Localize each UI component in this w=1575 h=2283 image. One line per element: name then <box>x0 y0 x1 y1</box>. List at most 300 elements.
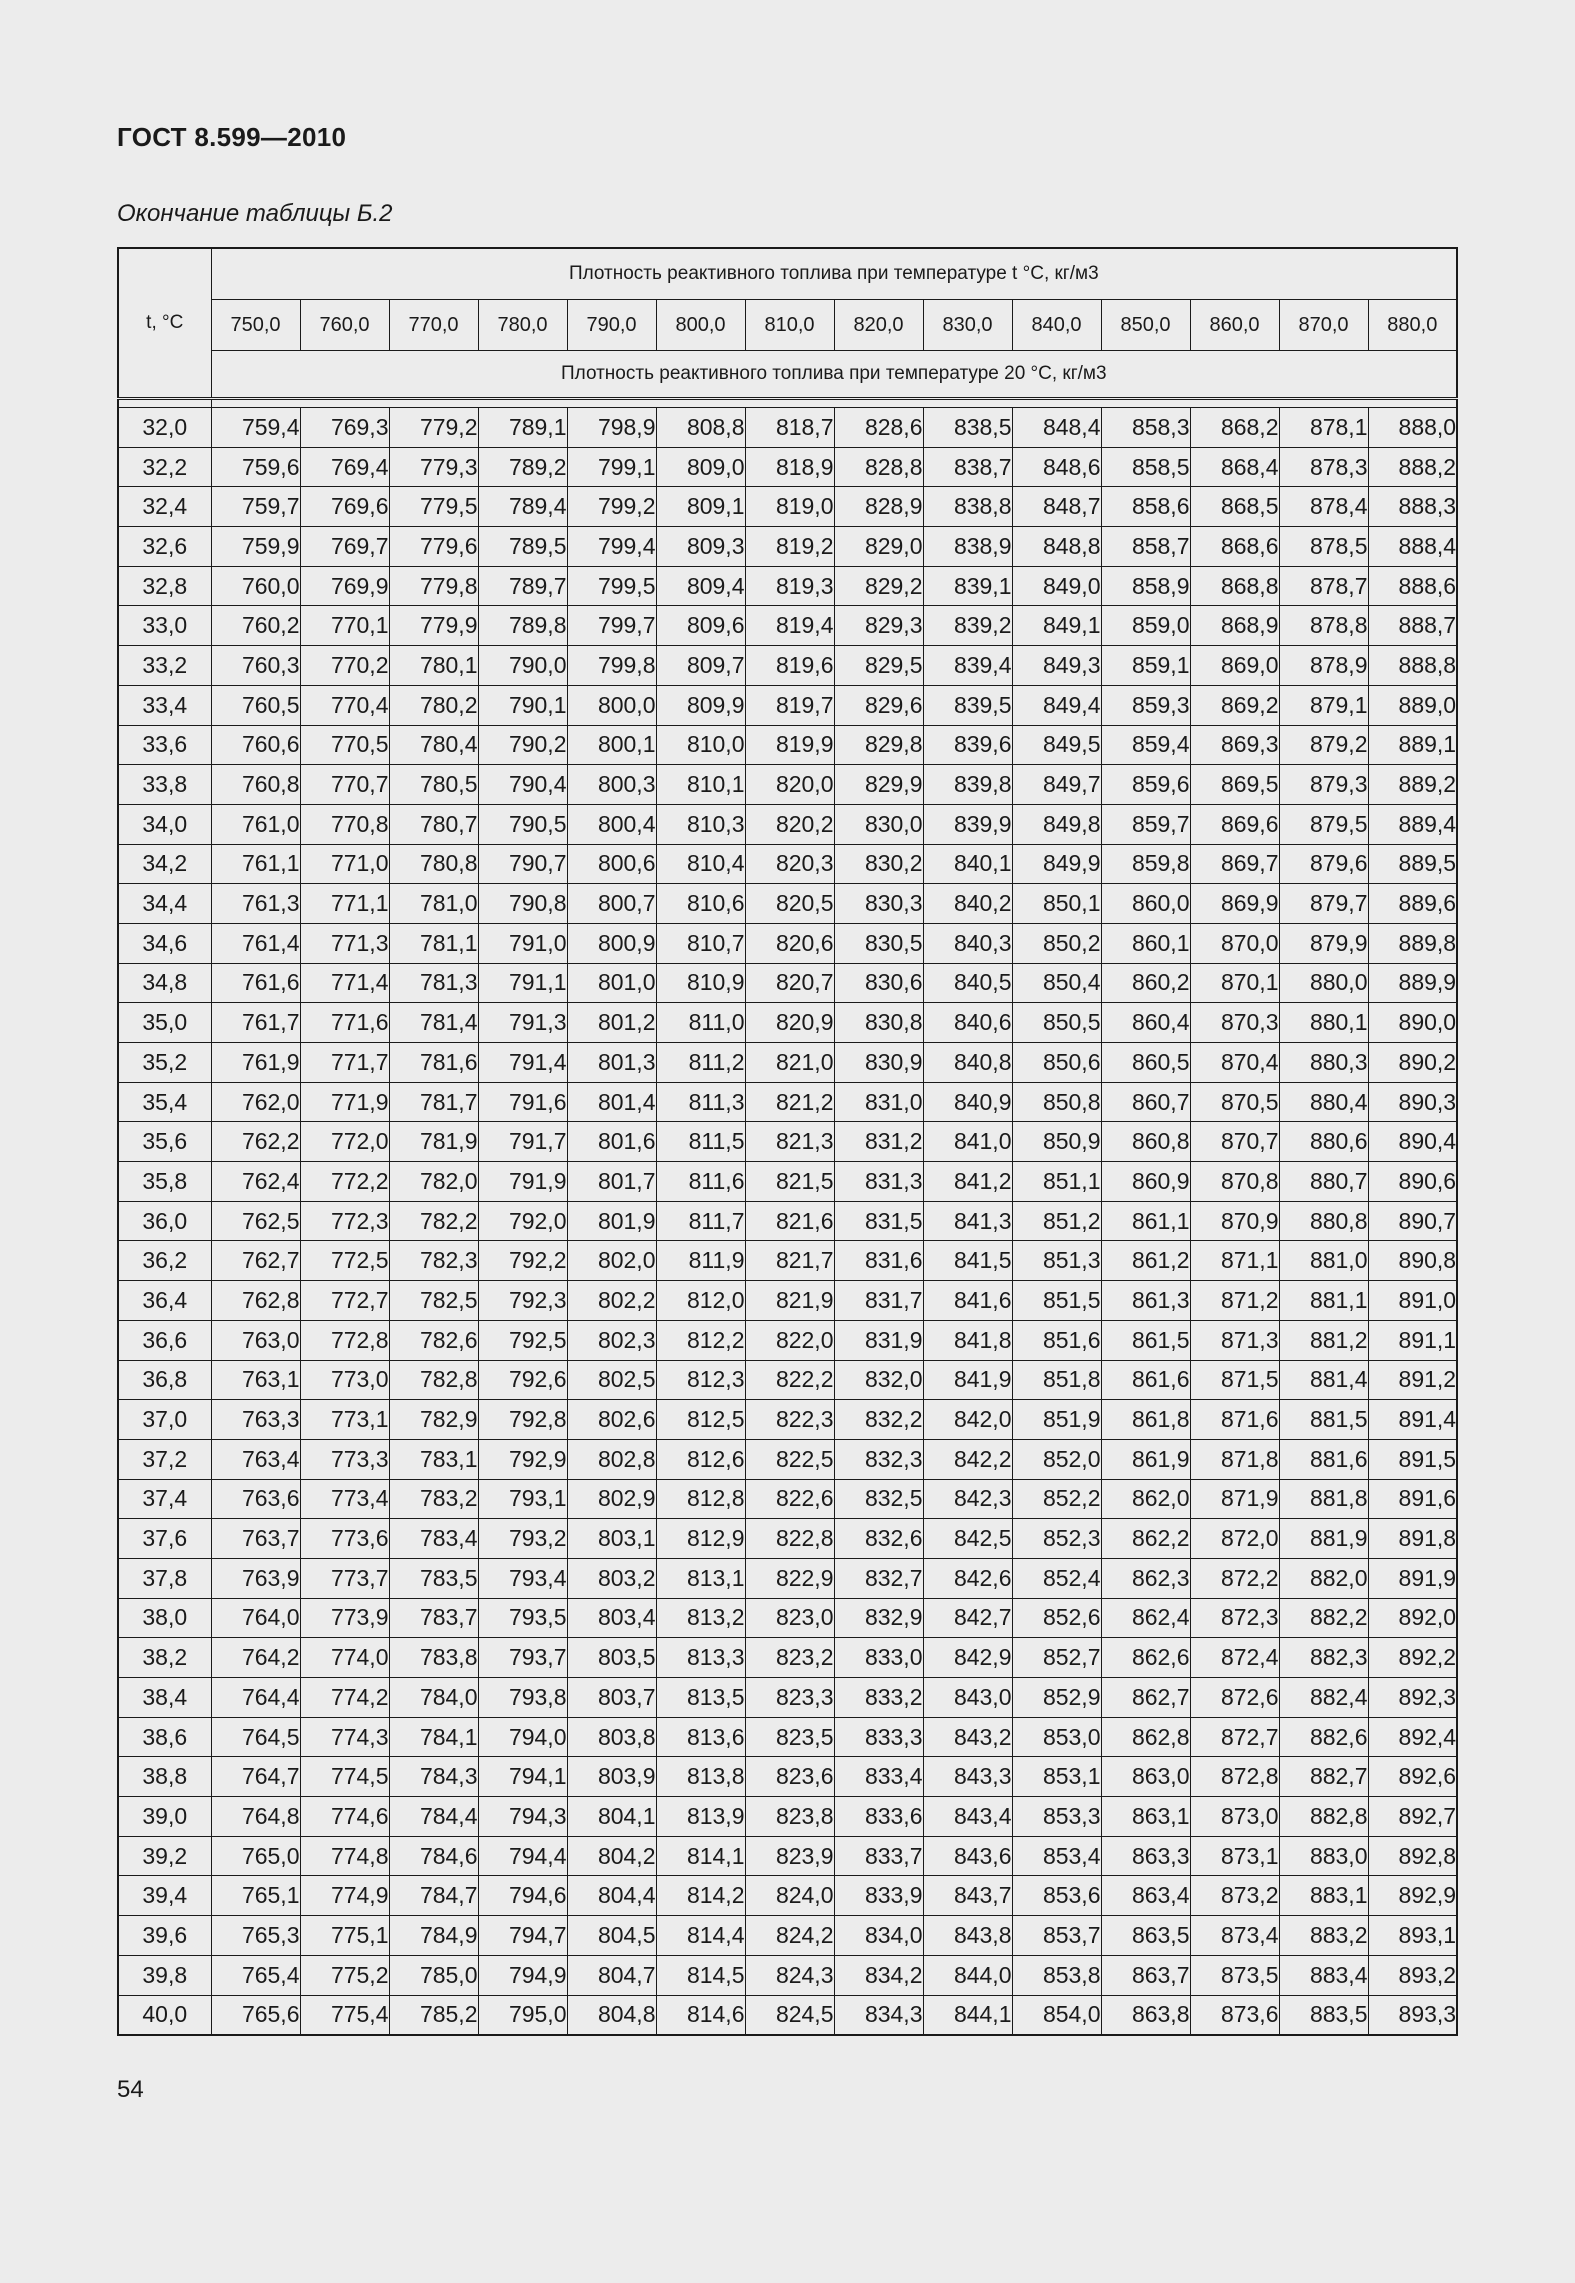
density-cell: 769,4 <box>300 447 389 487</box>
density-cell: 782,6 <box>389 1320 478 1360</box>
table-row <box>118 1876 1457 1916</box>
density-cell: 799,4 <box>567 527 656 567</box>
density-cell: 879,1 <box>1279 685 1368 725</box>
density-cell: 782,5 <box>389 1281 478 1321</box>
density-cell: 858,3 <box>1101 408 1190 448</box>
density-cell: 772,8 <box>300 1320 389 1360</box>
density-cell: 785,0 <box>389 1955 478 1995</box>
density-cell: 862,8 <box>1101 1717 1190 1757</box>
density-cell: 828,9 <box>834 487 923 527</box>
density-cell: 761,1 <box>211 844 300 884</box>
density-cell: 770,4 <box>300 685 389 725</box>
density-cell: 803,9 <box>567 1757 656 1797</box>
density-cell: 802,0 <box>567 1241 656 1281</box>
density-cell: 779,9 <box>389 606 478 646</box>
table-row <box>118 447 1457 487</box>
density-cell: 870,7 <box>1190 1122 1279 1162</box>
density-cell: 771,6 <box>300 1003 389 1043</box>
density-cell: 861,1 <box>1101 1201 1190 1241</box>
density-cell: 792,5 <box>478 1320 567 1360</box>
density-cell: 770,8 <box>300 804 389 844</box>
density-cell: 811,3 <box>656 1082 745 1122</box>
density-cell: 765,1 <box>211 1876 300 1916</box>
density-cell: 862,6 <box>1101 1638 1190 1678</box>
density-cell: 774,6 <box>300 1797 389 1837</box>
density-cell: 829,2 <box>834 566 923 606</box>
density-cell: 765,6 <box>211 1995 300 2035</box>
density-cell: 858,7 <box>1101 527 1190 567</box>
density-cell: 782,2 <box>389 1201 478 1241</box>
density-cell: 812,3 <box>656 1360 745 1400</box>
table-row <box>118 963 1457 1003</box>
density-cell: 830,8 <box>834 1003 923 1043</box>
density-cell: 802,2 <box>567 1281 656 1321</box>
density-cell: 889,1 <box>1368 725 1457 765</box>
density-cell: 781,0 <box>389 884 478 924</box>
temperature-cell: 33,8 <box>118 765 211 805</box>
density-cell: 781,3 <box>389 963 478 1003</box>
density-cell: 782,3 <box>389 1241 478 1281</box>
density-cell: 793,8 <box>478 1678 567 1718</box>
density-cell: 820,5 <box>745 884 834 924</box>
density-cell: 880,4 <box>1279 1082 1368 1122</box>
temperature-cell: 38,6 <box>118 1717 211 1757</box>
density-cell: 843,7 <box>923 1876 1012 1916</box>
table-row <box>118 1201 1457 1241</box>
density-cell: 770,5 <box>300 725 389 765</box>
density-cell: 820,7 <box>745 963 834 1003</box>
bottom-header <box>211 351 1457 399</box>
density-cell: 789,4 <box>478 487 567 527</box>
density-cell: 792,6 <box>478 1360 567 1400</box>
density-cell: 891,2 <box>1368 1360 1457 1400</box>
density-cell: 891,4 <box>1368 1400 1457 1440</box>
density-cell: 832,2 <box>834 1400 923 1440</box>
density-cell: 831,3 <box>834 1162 923 1202</box>
density-cell: 861,6 <box>1101 1360 1190 1400</box>
density-cell: 761,7 <box>211 1003 300 1043</box>
density-cell: 821,7 <box>745 1241 834 1281</box>
density-cell: 860,5 <box>1101 1043 1190 1083</box>
density-cell: 872,0 <box>1190 1519 1279 1559</box>
document-id: ГОСТ 8.599—2010 <box>117 122 347 152</box>
density-cell: 822,2 <box>745 1360 834 1400</box>
density-cell: 802,6 <box>567 1400 656 1440</box>
density-cell: 810,9 <box>656 963 745 1003</box>
density-cell: 790,1 <box>478 685 567 725</box>
density-cell: 830,3 <box>834 884 923 924</box>
column-header-cell: 800,0 <box>656 300 745 351</box>
density-cell: 803,7 <box>567 1678 656 1718</box>
density-cell: 843,2 <box>923 1717 1012 1757</box>
density-cell: 782,9 <box>389 1400 478 1440</box>
density-cell: 880,7 <box>1279 1162 1368 1202</box>
density-cell: 759,9 <box>211 527 300 567</box>
density-cell: 779,3 <box>389 447 478 487</box>
density-cell: 764,7 <box>211 1757 300 1797</box>
temperature-cell: 36,6 <box>118 1320 211 1360</box>
density-cell: 765,0 <box>211 1836 300 1876</box>
temperature-cell: 36,0 <box>118 1201 211 1241</box>
density-cell: 842,7 <box>923 1598 1012 1638</box>
density-cell: 850,8 <box>1012 1082 1101 1122</box>
density-cell: 888,7 <box>1368 606 1457 646</box>
density-cell: 792,2 <box>478 1241 567 1281</box>
density-cell: 811,6 <box>656 1162 745 1202</box>
density-cell: 830,6 <box>834 963 923 1003</box>
density-cell: 771,1 <box>300 884 389 924</box>
density-cell: 870,1 <box>1190 963 1279 1003</box>
density-cell: 852,0 <box>1012 1439 1101 1479</box>
density-cell: 878,5 <box>1279 527 1368 567</box>
density-cell: 850,6 <box>1012 1043 1101 1083</box>
density-cell: 820,6 <box>745 923 834 963</box>
temperature-cell: 37,8 <box>118 1558 211 1598</box>
density-cell: 870,4 <box>1190 1043 1279 1083</box>
density-cell: 812,9 <box>656 1519 745 1559</box>
density-cell: 772,3 <box>300 1201 389 1241</box>
density-cell: 813,8 <box>656 1757 745 1797</box>
density-cell: 773,7 <box>300 1558 389 1598</box>
density-cell: 794,6 <box>478 1876 567 1916</box>
density-cell: 774,9 <box>300 1876 389 1916</box>
density-cell: 770,1 <box>300 606 389 646</box>
density-cell: 761,3 <box>211 884 300 924</box>
density-cell: 775,1 <box>300 1916 389 1956</box>
density-cell: 782,8 <box>389 1360 478 1400</box>
density-cell: 883,4 <box>1279 1955 1368 1995</box>
density-cell: 891,9 <box>1368 1558 1457 1598</box>
density-cell: 879,7 <box>1279 884 1368 924</box>
density-cell: 839,2 <box>923 606 1012 646</box>
density-cell: 802,9 <box>567 1479 656 1519</box>
density-cell: 893,3 <box>1368 1995 1457 2035</box>
density-cell: 849,7 <box>1012 765 1101 805</box>
density-cell: 873,5 <box>1190 1955 1279 1995</box>
density-cell: 763,7 <box>211 1519 300 1559</box>
density-cell: 803,5 <box>567 1638 656 1678</box>
table-row <box>118 1757 1457 1797</box>
density-cell: 765,4 <box>211 1955 300 1995</box>
density-cell: 759,7 <box>211 487 300 527</box>
density-cell: 831,0 <box>834 1082 923 1122</box>
density-cell: 843,8 <box>923 1916 1012 1956</box>
density-cell: 861,3 <box>1101 1281 1190 1321</box>
density-cell: 762,8 <box>211 1281 300 1321</box>
density-cell: 832,5 <box>834 1479 923 1519</box>
table-row <box>118 884 1457 924</box>
density-cell: 762,4 <box>211 1162 300 1202</box>
temperature-cell: 34,8 <box>118 963 211 1003</box>
density-cell: 801,2 <box>567 1003 656 1043</box>
density-cell: 842,6 <box>923 1558 1012 1598</box>
density-cell: 830,9 <box>834 1043 923 1083</box>
density-cell: 861,2 <box>1101 1241 1190 1281</box>
density-cell: 822,5 <box>745 1439 834 1479</box>
table-row <box>118 1400 1457 1440</box>
density-cell: 774,8 <box>300 1836 389 1876</box>
density-cell: 881,9 <box>1279 1519 1368 1559</box>
density-cell: 821,0 <box>745 1043 834 1083</box>
density-cell: 774,2 <box>300 1678 389 1718</box>
density-cell: 802,5 <box>567 1360 656 1400</box>
density-cell: 891,5 <box>1368 1439 1457 1479</box>
temperature-cell: 36,8 <box>118 1360 211 1400</box>
density-cell: 840,5 <box>923 963 1012 1003</box>
table-row <box>118 1320 1457 1360</box>
density-cell: 883,1 <box>1279 1876 1368 1916</box>
temperature-cell: 35,8 <box>118 1162 211 1202</box>
density-cell: 800,0 <box>567 685 656 725</box>
density-cell: 814,6 <box>656 1995 745 2035</box>
density-cell: 761,6 <box>211 963 300 1003</box>
density-cell: 832,0 <box>834 1360 923 1400</box>
density-cell: 829,6 <box>834 685 923 725</box>
table-row <box>118 1836 1457 1876</box>
density-cell: 842,5 <box>923 1519 1012 1559</box>
density-cell: 840,8 <box>923 1043 1012 1083</box>
density-cell: 760,3 <box>211 646 300 686</box>
density-cell: 878,9 <box>1279 646 1368 686</box>
density-cell: 821,3 <box>745 1122 834 1162</box>
density-cell: 850,1 <box>1012 884 1101 924</box>
density-cell: 790,4 <box>478 765 567 805</box>
density-cell: 842,3 <box>923 1479 1012 1519</box>
density-cell: 819,4 <box>745 606 834 646</box>
temperature-cell: 32,6 <box>118 527 211 567</box>
density-cell: 812,8 <box>656 1479 745 1519</box>
temperature-cell: 34,0 <box>118 804 211 844</box>
density-cell: 869,6 <box>1190 804 1279 844</box>
density-cell: 882,6 <box>1279 1717 1368 1757</box>
density-cell: 822,6 <box>745 1479 834 1519</box>
density-cell: 834,3 <box>834 1995 923 2035</box>
density-cell: 839,5 <box>923 685 1012 725</box>
density-cell: 814,4 <box>656 1916 745 1956</box>
density-cell: 873,0 <box>1190 1797 1279 1837</box>
density-cell: 771,0 <box>300 844 389 884</box>
density-cell: 833,4 <box>834 1757 923 1797</box>
density-cell: 822,9 <box>745 1558 834 1598</box>
density-cell: 762,5 <box>211 1201 300 1241</box>
table-row <box>118 1598 1457 1638</box>
density-cell: 774,5 <box>300 1757 389 1797</box>
density-cell: 859,0 <box>1101 606 1190 646</box>
table-row <box>118 1360 1457 1400</box>
density-cell: 848,8 <box>1012 527 1101 567</box>
density-cell: 762,0 <box>211 1082 300 1122</box>
density-cell: 794,9 <box>478 1955 567 1995</box>
density-cell: 889,0 <box>1368 685 1457 725</box>
density-cell: 839,9 <box>923 804 1012 844</box>
density-cell: 839,8 <box>923 765 1012 805</box>
table-row <box>118 1717 1457 1757</box>
density-cell: 869,7 <box>1190 844 1279 884</box>
density-cell: 891,0 <box>1368 1281 1457 1321</box>
density-cell: 821,2 <box>745 1082 834 1122</box>
temperature-cell: 37,2 <box>118 1439 211 1479</box>
density-cell: 850,5 <box>1012 1003 1101 1043</box>
density-cell: 793,4 <box>478 1558 567 1598</box>
column-header-cell: 770,0 <box>389 300 478 351</box>
density-cell: 878,1 <box>1279 408 1368 448</box>
density-cell: 880,0 <box>1279 963 1368 1003</box>
density-cell: 813,5 <box>656 1678 745 1718</box>
density-cell: 792,9 <box>478 1439 567 1479</box>
density-cell: 791,4 <box>478 1043 567 1083</box>
density-cell: 813,9 <box>656 1797 745 1837</box>
density-cell: 841,2 <box>923 1162 1012 1202</box>
density-cell: 814,5 <box>656 1955 745 1995</box>
density-cell: 791,9 <box>478 1162 567 1202</box>
density-cell: 849,4 <box>1012 685 1101 725</box>
density-cell: 773,1 <box>300 1400 389 1440</box>
density-cell: 823,8 <box>745 1797 834 1837</box>
temperature-cell: 33,2 <box>118 646 211 686</box>
density-cell: 771,9 <box>300 1082 389 1122</box>
table-row <box>118 1678 1457 1718</box>
density-cell: 771,3 <box>300 923 389 963</box>
density-cell: 809,3 <box>656 527 745 567</box>
table-row <box>118 804 1457 844</box>
density-cell: 791,1 <box>478 963 567 1003</box>
density-cell: 831,2 <box>834 1122 923 1162</box>
column-header-cell: 840,0 <box>1012 300 1101 351</box>
density-cell: 873,2 <box>1190 1876 1279 1916</box>
density-cell: 873,6 <box>1190 1995 1279 2035</box>
density-cell: 799,8 <box>567 646 656 686</box>
temperature-cell: 36,2 <box>118 1241 211 1281</box>
density-cell: 769,9 <box>300 566 389 606</box>
temperature-cell: 36,4 <box>118 1281 211 1321</box>
t-header-text: t, °C <box>146 312 184 333</box>
density-cell: 820,2 <box>745 804 834 844</box>
density-cell: 859,8 <box>1101 844 1190 884</box>
density-cell: 763,9 <box>211 1558 300 1598</box>
density-cell: 809,4 <box>656 566 745 606</box>
density-cell: 851,1 <box>1012 1162 1101 1202</box>
density-cell: 833,3 <box>834 1717 923 1757</box>
density-cell: 803,8 <box>567 1717 656 1757</box>
temperature-cell: 33,6 <box>118 725 211 765</box>
temperature-cell: 39,0 <box>118 1797 211 1837</box>
density-cell: 850,2 <box>1012 923 1101 963</box>
density-cell: 819,2 <box>745 527 834 567</box>
density-cell: 784,6 <box>389 1836 478 1876</box>
density-cell: 878,3 <box>1279 447 1368 487</box>
density-cell: 810,4 <box>656 844 745 884</box>
density-cell: 882,2 <box>1279 1598 1368 1638</box>
temperature-cell: 35,2 <box>118 1043 211 1083</box>
density-cell: 809,7 <box>656 646 745 686</box>
density-cell: 881,8 <box>1279 1479 1368 1519</box>
density-cell: 870,9 <box>1190 1201 1279 1241</box>
density-cell: 784,7 <box>389 1876 478 1916</box>
density-cell: 860,8 <box>1101 1122 1190 1162</box>
density-cell: 890,2 <box>1368 1043 1457 1083</box>
density-cell: 851,5 <box>1012 1281 1101 1321</box>
density-cell: 792,3 <box>478 1281 567 1321</box>
density-cell: 820,0 <box>745 765 834 805</box>
density-cell: 824,3 <box>745 1955 834 1995</box>
temperature-cell: 38,0 <box>118 1598 211 1638</box>
density-cell: 859,6 <box>1101 765 1190 805</box>
density-cell: 859,7 <box>1101 804 1190 844</box>
density-cell: 848,4 <box>1012 408 1101 448</box>
density-cell: 881,0 <box>1279 1241 1368 1281</box>
density-cell: 832,7 <box>834 1558 923 1598</box>
density-cell: 793,1 <box>478 1479 567 1519</box>
density-cell: 783,4 <box>389 1519 478 1559</box>
density-cell: 889,8 <box>1368 923 1457 963</box>
temperature-cell: 32,8 <box>118 566 211 606</box>
density-cell: 871,6 <box>1190 1400 1279 1440</box>
density-cell: 888,8 <box>1368 646 1457 686</box>
density-cell: 892,6 <box>1368 1757 1457 1797</box>
density-cell: 761,4 <box>211 923 300 963</box>
table-row <box>118 1955 1457 1995</box>
density-cell: 781,6 <box>389 1043 478 1083</box>
bottom-header-text: Плотность реактивного топлива при температуре 20 °C, кг/м3 <box>561 363 1107 384</box>
temperature-cell: 33,0 <box>118 606 211 646</box>
density-cell: 833,6 <box>834 1797 923 1837</box>
density-cell: 791,0 <box>478 923 567 963</box>
density-cell: 893,2 <box>1368 1955 1457 1995</box>
density-cell: 762,2 <box>211 1122 300 1162</box>
density-cell: 861,9 <box>1101 1439 1190 1479</box>
density-cell: 853,1 <box>1012 1757 1101 1797</box>
density-cell: 772,5 <box>300 1241 389 1281</box>
density-cell: 882,8 <box>1279 1797 1368 1837</box>
density-cell: 811,7 <box>656 1201 745 1241</box>
density-cell: 823,3 <box>745 1678 834 1718</box>
temperature-cell: 39,4 <box>118 1876 211 1916</box>
density-cell: 800,7 <box>567 884 656 924</box>
density-cell: 863,1 <box>1101 1797 1190 1837</box>
density-cell: 775,4 <box>300 1995 389 2035</box>
temperature-cell: 33,4 <box>118 685 211 725</box>
density-cell: 838,8 <box>923 487 1012 527</box>
density-cell: 871,8 <box>1190 1439 1279 1479</box>
density-cell: 764,0 <box>211 1598 300 1638</box>
density-cell: 862,2 <box>1101 1519 1190 1559</box>
density-cell: 832,9 <box>834 1598 923 1638</box>
density-cell: 872,3 <box>1190 1598 1279 1638</box>
column-header-cell: 810,0 <box>745 300 834 351</box>
temperature-cell: 37,0 <box>118 1400 211 1440</box>
density-cell: 764,2 <box>211 1638 300 1678</box>
density-cell: 763,3 <box>211 1400 300 1440</box>
density-cell: 801,7 <box>567 1162 656 1202</box>
temperature-cell: 37,6 <box>118 1519 211 1559</box>
density-cell: 773,0 <box>300 1360 389 1400</box>
density-cell: 760,8 <box>211 765 300 805</box>
temperature-cell: 32,2 <box>118 447 211 487</box>
temperature-cell: 40,0 <box>118 1995 211 2035</box>
density-cell: 861,8 <box>1101 1400 1190 1440</box>
density-cell: 870,0 <box>1190 923 1279 963</box>
column-header-cell: 750,0 <box>211 300 300 351</box>
density-cell: 833,7 <box>834 1836 923 1876</box>
density-cell: 821,6 <box>745 1201 834 1241</box>
density-cell: 853,7 <box>1012 1916 1101 1956</box>
density-cell: 871,1 <box>1190 1241 1279 1281</box>
density-cell: 869,0 <box>1190 646 1279 686</box>
density-cell: 853,6 <box>1012 1876 1101 1916</box>
density-cell: 789,2 <box>478 447 567 487</box>
table-row <box>118 1122 1457 1162</box>
density-cell: 804,5 <box>567 1916 656 1956</box>
